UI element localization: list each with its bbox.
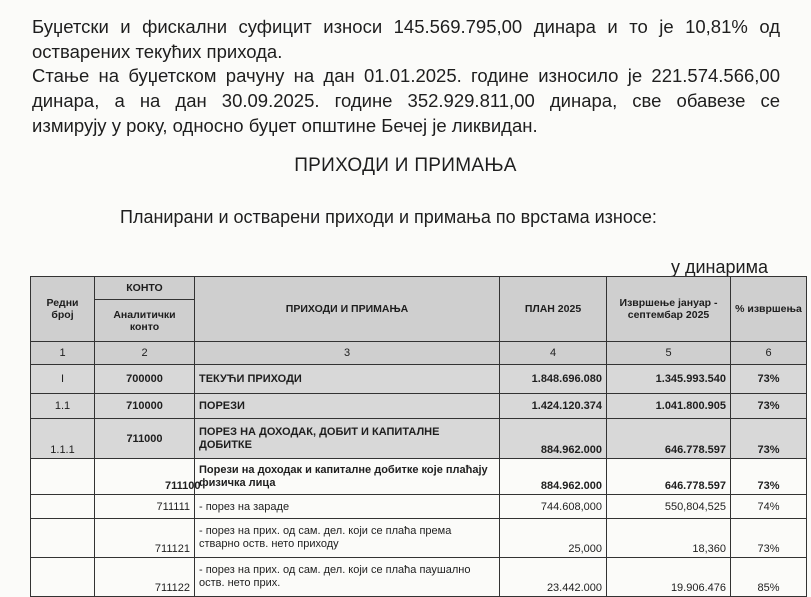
table-row — [31, 519, 807, 558]
cell-procenat: 74% — [731, 495, 807, 519]
cell-konto: 711111 — [95, 495, 195, 519]
cell-naziv: Порези на доходак и капиталне добитке које плаћају физичка лица — [195, 459, 500, 495]
header-procenat: % извршења — [731, 277, 807, 342]
revenue-table — [30, 276, 807, 597]
header-analiticki-konto: Аналитички конто — [95, 300, 195, 342]
header-izvrsenje: Извршење јануар - септембар 2025 — [607, 277, 731, 342]
column-number: 3 — [195, 342, 500, 365]
cell-rb — [31, 495, 95, 519]
cell-izvrseno: 646.778.597 — [607, 419, 731, 459]
intro-text: Планирани и остварени приходи и примања по врстама износе: — [120, 207, 657, 227]
cell-procenat: 73% — [731, 459, 807, 495]
cell-izvrseno: 550,804,525 — [607, 495, 731, 519]
cell-naziv: ПОРЕЗ НА ДОХОДАК, ДОБИТ И КАПИТАЛНЕ ДОБИТКЕ — [195, 419, 500, 459]
section-heading: ПРИХОДИ И ПРИМАЊА — [294, 155, 517, 176]
cell-rb — [31, 558, 95, 597]
header-redni-broj: Редни број — [31, 277, 95, 342]
cell-konto: 711100 — [95, 459, 195, 495]
table-row — [31, 365, 807, 394]
table-row — [31, 495, 807, 519]
paragraph-line: динара, а на дан 30.09.2025. године 352.929.811,00 динара, све обавезе се — [32, 90, 780, 111]
header-prihodi: ПРИХОДИ И ПРИМАЊА — [195, 277, 500, 342]
column-number: 2 — [95, 342, 195, 365]
cell-rb — [31, 459, 95, 495]
cell-konto: 711000 — [95, 419, 195, 459]
paragraph-line: остварених текућих прихода. — [32, 41, 283, 62]
cell-konto: 710000 — [95, 394, 195, 419]
cell-plan: 1.424.120.374 — [500, 394, 607, 419]
cell-izvrseno: 1.041.800.905 — [607, 394, 731, 419]
cell-procenat: 73% — [731, 394, 807, 419]
cell-naziv: ТЕКУЋИ ПРИХОДИ — [195, 365, 500, 394]
cell-konto: 711122 — [95, 558, 195, 597]
table-row — [31, 394, 807, 419]
cell-naziv: ПОРЕЗИ — [195, 394, 500, 419]
column-number: 5 — [607, 342, 731, 365]
table-row — [31, 558, 807, 597]
paragraph-surplus — [32, 14, 780, 64]
cell-naziv: - порез на зараде — [195, 495, 500, 519]
cell-procenat: 85% — [731, 558, 807, 597]
unit-label: у динарима — [671, 257, 768, 277]
paragraph-line: Стање на буџетском рачуну на дан 01.01.2025. године износило је 221.574.566,00 — [32, 65, 780, 86]
cell-plan: 744.608,000 — [500, 495, 607, 519]
table-row — [31, 419, 807, 459]
column-number: 6 — [731, 342, 807, 365]
cell-plan: 1.848.696.080 — [500, 365, 607, 394]
cell-rb: 1.1.1 — [31, 419, 95, 459]
cell-rb: 1.1 — [31, 394, 95, 419]
paragraph-account-balance — [32, 63, 780, 138]
cell-plan: 25,000 — [500, 519, 607, 558]
cell-naziv: - порез на прих. од сам. дел. који се плаћа паушално оств. нето прих. — [195, 558, 500, 597]
table-row — [31, 459, 807, 495]
cell-plan: 23.442.000 — [500, 558, 607, 597]
paragraph-line: измирују у року, односно буџет општине Бечеј је ликвидан. — [32, 115, 538, 136]
cell-procenat: 73% — [731, 519, 807, 558]
cell-plan: 884.962.000 — [500, 419, 607, 459]
cell-naziv: - порез на прих. од сам. дел. који се плаћа према стварно оств. нето приходу — [195, 519, 500, 558]
cell-izvrseno: 646.778.597 — [607, 459, 731, 495]
column-number: 1 — [31, 342, 95, 365]
cell-plan: 884.962.000 — [500, 459, 607, 495]
cell-izvrseno: 1.345.993.540 — [607, 365, 731, 394]
cell-rb: I — [31, 365, 95, 394]
cell-rb — [31, 519, 95, 558]
paragraph-line: Буџетски и фискални суфицит износи 145.569.795,00 динара и то је 10,81% од — [32, 16, 780, 37]
cell-izvrseno: 18,360 — [607, 519, 731, 558]
cell-konto: 700000 — [95, 365, 195, 394]
header-konto: КОНТО — [95, 277, 195, 300]
header-plan: ПЛАН 2025 — [500, 277, 607, 342]
column-number: 4 — [500, 342, 607, 365]
cell-procenat: 73% — [731, 419, 807, 459]
cell-procenat: 73% — [731, 365, 807, 394]
cell-izvrseno: 19.906.476 — [607, 558, 731, 597]
cell-konto: 711121 — [95, 519, 195, 558]
